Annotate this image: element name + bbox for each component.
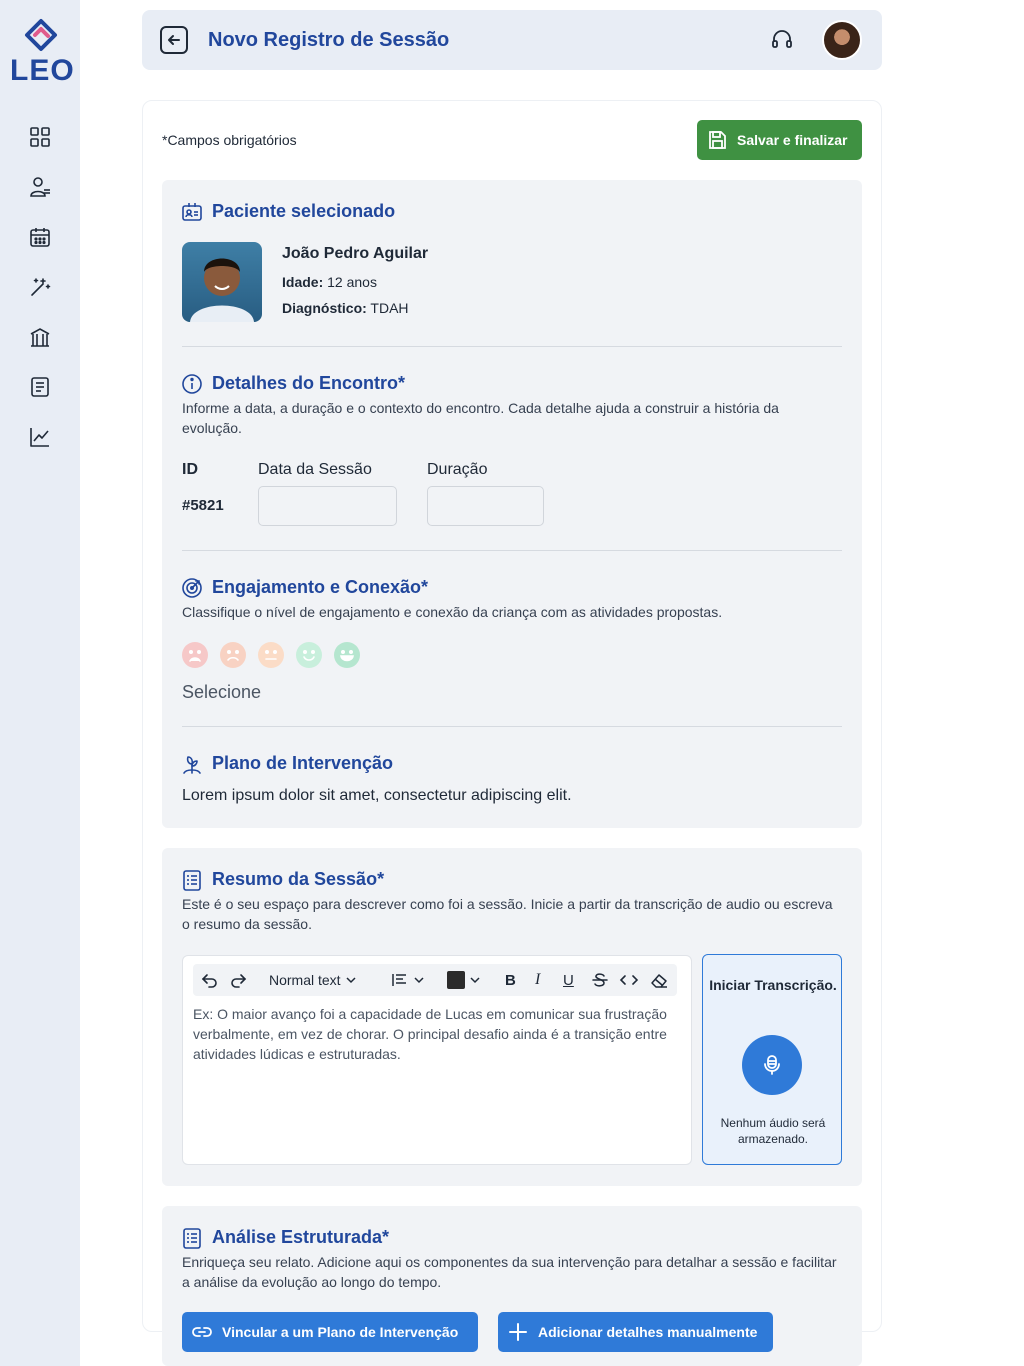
summary-placeholder: Ex: O maior avanço foi a capacidade de Lucas em comunicar sua frustração verbalmente, em vez de chorar. O principal desafio ainda é a transição entre atividades lúdicas e estruturadas. [193, 1006, 667, 1062]
user-avatar[interactable] [822, 20, 862, 60]
editor-toolbar [193, 964, 677, 996]
rating-neutral-icon[interactable] [258, 642, 284, 668]
link-icon [192, 1322, 212, 1342]
logo[interactable] [8, 18, 75, 88]
logo-mark-icon [24, 18, 58, 52]
start-transcription-button[interactable] [742, 1035, 802, 1095]
strikethrough-button[interactable] [591, 970, 609, 990]
sidebar [0, 0, 80, 1366]
patient-age-label: Idade: [282, 274, 324, 290]
checklist-icon [181, 1227, 203, 1249]
italic-button[interactable]: I [535, 971, 541, 988]
patients-icon [29, 176, 51, 198]
add-details-manually-button[interactable] [498, 1312, 773, 1352]
chart-line-icon [29, 426, 51, 448]
patient-name: João Pedro Aguilar [282, 245, 429, 262]
details-section-title: Detalhes do Encontro* [212, 373, 406, 393]
redo-button[interactable] [229, 970, 247, 990]
code-button[interactable] [619, 970, 639, 990]
rating-very-happy-icon[interactable] [334, 642, 360, 668]
add-manual-label: Adicionar detalhes manualmente [538, 1324, 758, 1340]
transcription-panel [702, 954, 842, 1165]
text-style-dropdown[interactable] [269, 970, 357, 990]
analysis-description: Enriqueça seu relato. Adicione aqui os componentes da sua intervenção para detalhar a sessão e facilitar a análise da evolução ao longo do tempo. [182, 1254, 837, 1290]
id-label: ID [182, 461, 198, 478]
plan-text: Lorem ipsum dolor sit amet, consectetur adipiscing elit. [182, 787, 572, 804]
divider [182, 726, 842, 727]
save-icon [707, 130, 727, 150]
patient-photo [182, 242, 262, 322]
underline-button[interactable]: U [563, 971, 574, 989]
chevron-down-icon [413, 974, 425, 986]
strikethrough-icon [591, 971, 609, 989]
microphone-icon [760, 1053, 784, 1077]
patient-age [282, 274, 377, 290]
transcription-note: Nenhum áudio será armazenado. [720, 1116, 826, 1146]
patient-section-title: Paciente selecionado [212, 201, 396, 221]
link-plan-label: Vincular a um Plano de Intervenção [222, 1324, 459, 1340]
summary-description: Este é o seu espaço para descrever como foi a sessão. Inicie a partir da transcrição de audio ou escreva o resumo da sessão. [182, 896, 833, 932]
plus-icon [508, 1322, 528, 1342]
logo-text: LEO [10, 54, 75, 87]
page-title: Novo Registro de Sessão [208, 29, 450, 51]
patient-diagnosis [282, 300, 409, 316]
link-intervention-plan-button[interactable] [182, 1312, 478, 1352]
back-button[interactable] [160, 26, 188, 54]
session-date-label: Data da Sessão [258, 461, 372, 478]
plan-section-title: Plano de Intervenção [212, 753, 394, 773]
transcription-title: Iniciar Transcrição. [709, 977, 837, 993]
headset-icon[interactable] [770, 28, 794, 52]
undo-icon [201, 971, 219, 989]
notes-icon [29, 376, 51, 398]
text-color-dropdown[interactable] [447, 970, 481, 990]
sidebar-item-reports[interactable] [24, 421, 56, 453]
save-and-finish-button[interactable] [697, 120, 862, 160]
details-description: Informe a data, a duração e o contexto do encontro. Cada detalhe ajuda a construir a história da evolução. [182, 400, 779, 436]
target-icon [181, 577, 203, 599]
info-icon [181, 373, 203, 395]
rating-happy-icon[interactable] [296, 642, 322, 668]
code-icon [619, 971, 639, 989]
patient-diagnosis-value: TDAH [370, 300, 409, 316]
bold-button[interactable]: B [505, 971, 516, 989]
plant-icon [181, 753, 203, 775]
session-date-input[interactable] [258, 486, 397, 526]
chevron-down-icon [469, 974, 481, 986]
text-style-value: Normal text [269, 972, 341, 988]
id-card-icon [181, 201, 203, 223]
summary-editor[interactable] [182, 955, 692, 1165]
rating-very-sad-icon[interactable] [182, 642, 208, 668]
align-left-icon [391, 971, 409, 989]
save-button-label: Salvar e finalizar [737, 132, 848, 148]
library-icon [29, 326, 51, 348]
redo-icon [229, 971, 247, 989]
magic-wand-icon [29, 276, 51, 298]
align-dropdown[interactable] [391, 970, 425, 990]
calendar-icon [29, 226, 51, 248]
summary-section-title: Resumo da Sessão* [212, 869, 385, 889]
chevron-down-icon [345, 974, 357, 986]
duration-label: Duração [427, 461, 488, 478]
engagement-section-title: Engajamento e Conexão* [212, 577, 429, 597]
sidebar-item-notes[interactable] [24, 371, 56, 403]
engagement-select[interactable]: Selecione [182, 682, 262, 702]
required-fields-note: *Campos obrigatórios [162, 132, 297, 148]
divider [182, 550, 842, 551]
session-id-value: #5821 [182, 497, 224, 514]
sidebar-item-calendar[interactable] [24, 221, 56, 253]
divider [182, 346, 842, 347]
duration-input[interactable] [427, 486, 544, 526]
dashboard-icon [29, 126, 51, 148]
patient-diagnosis-label: Diagnóstico: [282, 300, 367, 316]
undo-button[interactable] [201, 970, 219, 990]
checklist-icon [181, 869, 203, 891]
engagement-description: Classifique o nível de engajamento e conexão da criança com as atividades propostas. [182, 604, 723, 620]
eraser-icon [649, 971, 669, 989]
page-header [142, 10, 882, 70]
rating-sad-icon[interactable] [220, 642, 246, 668]
analysis-section-title: Análise Estruturada* [212, 1227, 390, 1247]
arrow-left-icon [167, 33, 181, 47]
patient-age-value: 12 anos [327, 274, 377, 290]
sidebar-item-patients[interactable] [24, 171, 56, 203]
color-swatch [447, 971, 465, 989]
sidebar-item-magic[interactable] [24, 271, 56, 303]
sidebar-item-library[interactable] [24, 321, 56, 353]
sidebar-item-dashboard[interactable] [24, 121, 56, 153]
clear-format-button[interactable] [649, 970, 669, 990]
